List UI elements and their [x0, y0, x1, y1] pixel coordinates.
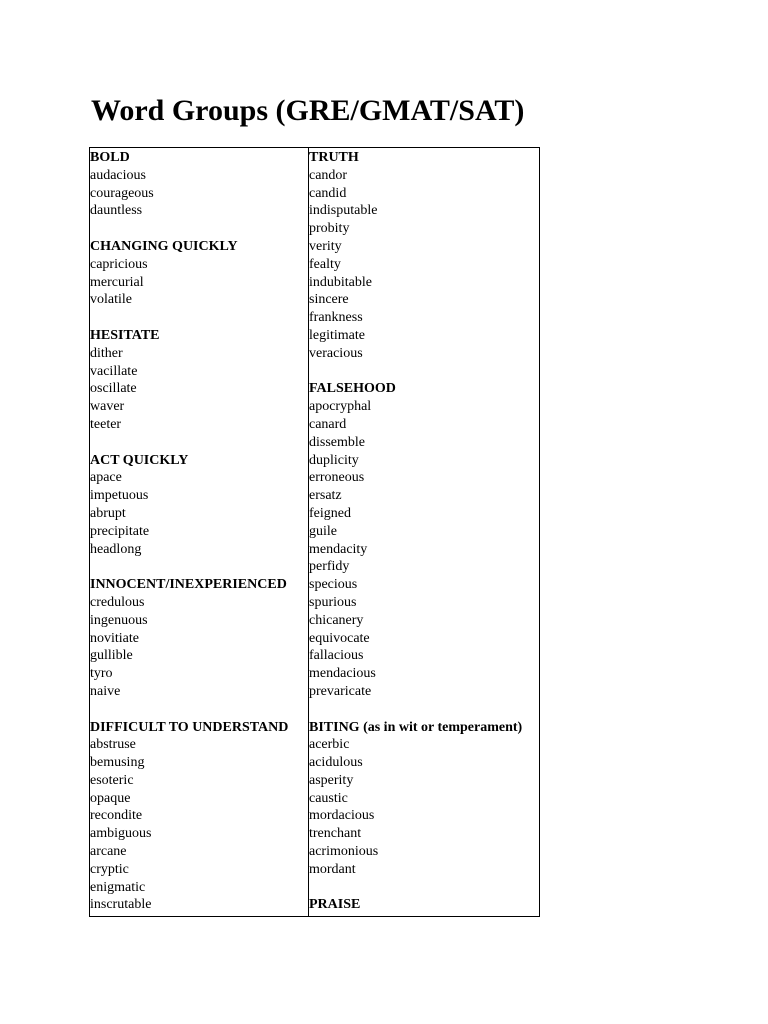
word-item: frankness — [309, 310, 363, 326]
word-item: ambiguous — [90, 826, 152, 842]
word-item: naive — [90, 683, 121, 699]
word-item: precipitate — [90, 523, 150, 539]
word-item: teeter — [90, 416, 122, 432]
group-heading: DIFFICULT TO UNDERSTAND — [90, 719, 289, 735]
word-item: cryptic — [90, 861, 129, 877]
word-item: duplicity — [309, 452, 359, 468]
word-item: audacious — [90, 167, 146, 183]
word-item: verity — [309, 238, 342, 254]
word-item: feigned — [309, 505, 351, 521]
word-item: recondite — [90, 808, 143, 824]
word-item: tyro — [90, 666, 113, 682]
word-item: opaque — [90, 790, 131, 806]
word-item: acerbic — [309, 737, 350, 753]
group-heading: PRAISE — [309, 897, 361, 913]
word-item: courageous — [90, 185, 154, 201]
word-item: headlong — [90, 541, 142, 557]
word-item: gullible — [90, 648, 133, 664]
group-spacer — [309, 879, 522, 897]
word-item: indisputable — [309, 203, 378, 219]
word-item: legitimate — [309, 327, 365, 343]
word-item: guile — [309, 523, 337, 539]
word-item: enigmatic — [90, 879, 146, 895]
word-item: chicanery — [309, 612, 364, 628]
word-item: mordacious — [309, 808, 375, 824]
word-groups-table — [89, 147, 540, 917]
word-item: trenchant — [309, 826, 362, 842]
word-item: fallacious — [309, 648, 364, 664]
word-item: indubitable — [309, 274, 372, 290]
word-item: fealty — [309, 256, 341, 272]
word-item: acidulous — [309, 755, 363, 771]
word-item: candor — [309, 167, 348, 183]
page-title: Word Groups (GRE/GMAT/SAT) — [91, 94, 525, 127]
group-spacer — [90, 434, 288, 452]
word-item: novitiate — [90, 630, 139, 646]
group-heading: BOLD — [90, 150, 130, 165]
word-item: acrimonious — [309, 844, 379, 860]
word-item: sincere — [309, 292, 349, 308]
group-heading: INNOCENT/INEXPERIENCED — [90, 577, 287, 593]
word-item: mercurial — [90, 274, 144, 290]
word-item: impetuous — [90, 488, 149, 504]
word-item: volatile — [90, 292, 132, 308]
group-spacer — [90, 701, 288, 719]
word-item: apace — [90, 470, 122, 486]
word-item: oscillate — [90, 381, 137, 397]
word-item: ersatz — [309, 488, 342, 504]
word-item: arcane — [90, 844, 127, 860]
group-heading: CHANGING QUICKLY — [90, 238, 238, 254]
word-item: candid — [309, 185, 347, 201]
word-item: credulous — [90, 594, 145, 610]
word-item: mordant — [309, 861, 356, 877]
group-spacer — [309, 363, 522, 381]
word-item: prevaricate — [309, 683, 372, 699]
word-item: vacillate — [90, 363, 138, 379]
group-heading: BITING (as in wit or temperament) — [309, 719, 523, 735]
word-item: waver — [90, 399, 125, 415]
word-item: mendacious — [309, 666, 376, 682]
word-item: spurious — [309, 594, 357, 610]
word-item: dauntless — [90, 203, 143, 219]
group-heading: ACT QUICKLY — [90, 452, 189, 468]
word-item: capricious — [90, 256, 148, 272]
word-item: erroneous — [309, 470, 365, 486]
word-item: mendacity — [309, 541, 368, 557]
word-item: dither — [90, 345, 123, 361]
word-item: ingenuous — [90, 612, 148, 628]
left-column — [90, 148, 288, 914]
word-item: abstruse — [90, 737, 136, 753]
word-item: perfidy — [309, 559, 350, 575]
word-item: veracious — [309, 345, 363, 361]
word-item: probity — [309, 221, 350, 237]
group-heading: HESITATE — [90, 327, 160, 343]
word-item: esoteric — [90, 772, 134, 788]
word-item: canard — [309, 416, 347, 432]
word-item: apocryphal — [309, 399, 372, 415]
group-spacer — [90, 558, 288, 576]
group-spacer — [309, 701, 522, 719]
word-item: dissemble — [309, 434, 365, 450]
word-item: asperity — [309, 772, 354, 788]
group-spacer — [90, 309, 288, 327]
word-item: specious — [309, 577, 358, 593]
word-item: caustic — [309, 790, 348, 806]
group-heading: TRUTH — [309, 150, 359, 165]
word-item: inscrutable — [90, 897, 152, 913]
word-item: equivocate — [309, 630, 370, 646]
group-spacer — [90, 220, 288, 238]
right-column — [309, 148, 522, 914]
group-heading: FALSEHOOD — [309, 381, 396, 397]
word-item: bemusing — [90, 755, 145, 771]
word-item: abrupt — [90, 505, 126, 521]
